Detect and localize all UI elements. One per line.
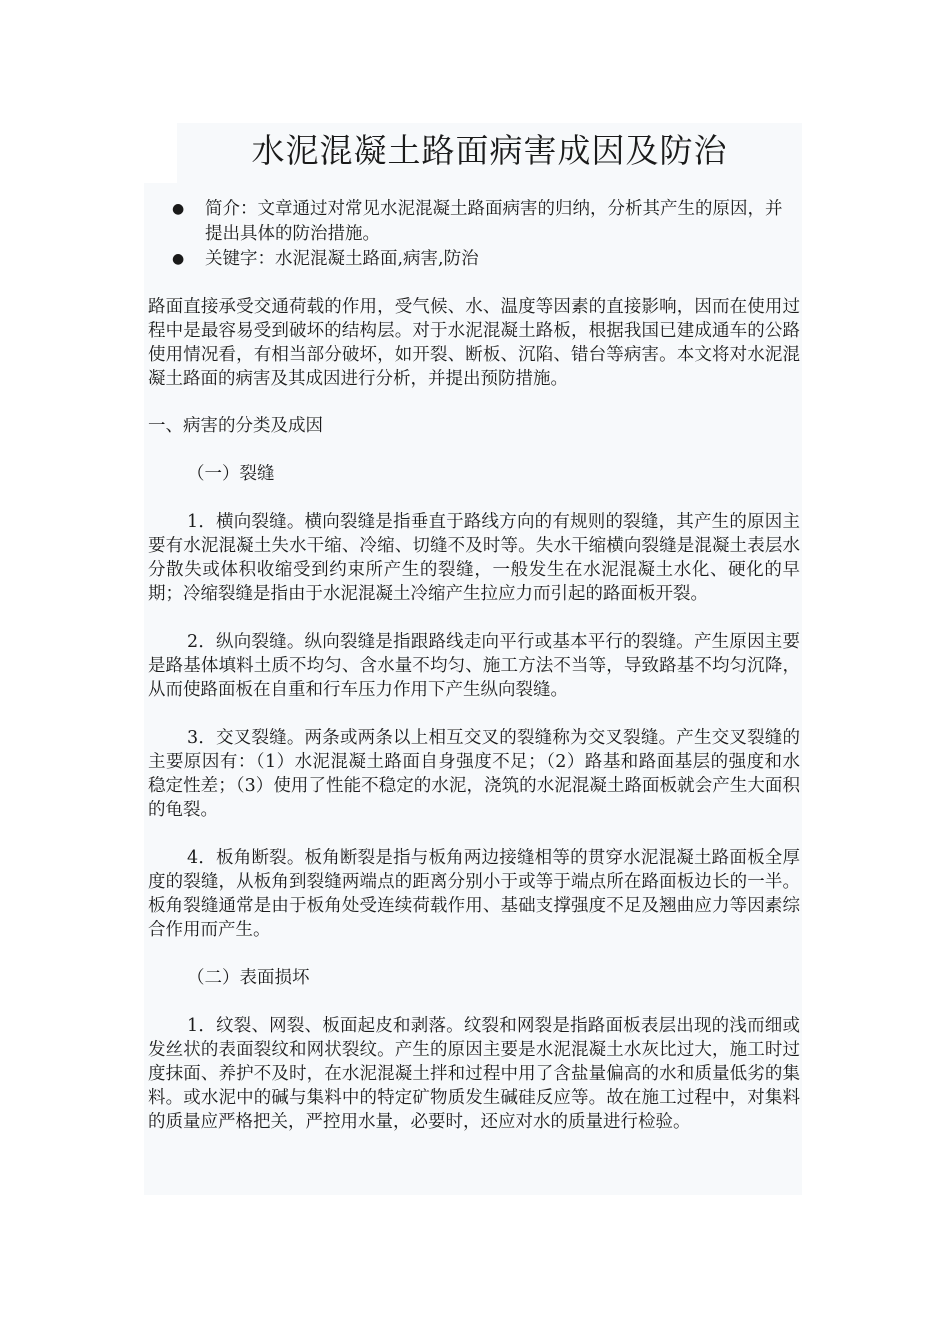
bullet-icon: ● <box>172 201 185 217</box>
subsection-heading-surface: （二）表面损坏 <box>187 968 310 988</box>
summary-list <box>172 197 784 272</box>
document-title: 水泥混凝土路面病害成因及防治 <box>251 131 728 170</box>
bullet-icon: ● <box>172 251 185 267</box>
subsection-heading-cracks: （一）裂缝 <box>187 464 275 484</box>
paragraph-cross-cracks: 3．交叉裂缝。两条或两条以上相互交叉的裂缝称为交叉裂缝。产生交叉裂缝的主要原因有：（1）水泥混凝土路面自身强度不足；（2）路基和路面基层的强度和水稳定性差；（3）使用了性能不稳定的水泥，浇筑的水泥混凝土路面板就会产生大面积的龟裂。 <box>148 728 800 820</box>
paragraph-surface-damage: 1．纹裂、网裂、板面起皮和剥落。纹裂和网裂是指路面板表层出现的浅而细或发丝状的表面裂纹和网状裂纹。产生的原因主要是水泥混凝土水灰比过大，施工时过度抹面、养护不及时，在水泥混凝土拌和过程中用了含盐量偏高的水和质量低劣的集料。或水泥中的碱与集料中的特定矿物质发生碱硅反应等。故在施工过程中，对集料的质量应严格把关，严控用水量，必要时，还应对水的质量进行检验。 <box>148 1016 800 1132</box>
abstract-text: 简介：文章通过对常见水泥混凝土路面病害的归纳，分析其产生的原因，并提出具体的防治措施。 <box>205 199 783 244</box>
list-item <box>172 197 784 247</box>
keywords-text: 关键字：水泥混凝土路面,病害,防治 <box>205 249 479 269</box>
paragraph-transverse-cracks: 1．横向裂缝。横向裂缝是指垂直于路线方向的有规则的裂缝，其产生的原因主要有水泥混凝土失水干缩、冷缩、切缝不及时等。失水干缩横向裂缝是混凝土表层水分散失或体积收缩受到约束所产生的裂缝，一般发生在水泥混凝土水化、硬化的早期；冷缩裂缝是指由于水泥混凝土冷缩产生拉应力而引起的路面板开裂。 <box>148 512 800 604</box>
paragraph-longitudinal-cracks: 2．纵向裂缝。纵向裂缝是指跟路线走向平行或基本平行的裂缝。产生原因主要是路基体填料土质不均匀、含水量不均匀、施工方法不当等，导致路基不均匀沉降，从而使路面板在自重和行车压力作用下产生纵向裂缝。 <box>148 632 800 700</box>
paragraph-corner-breaks: 4．板角断裂。板角断裂是指与板角两边接缝相等的贯穿水泥混凝土路面板全厚度的裂缝，从板角到裂缝两端点的距离分别小于或等于端点所在路面板边长的一半。板角裂缝通常是由于板角处受连续荷载作用、基础支撑强度不足及翘曲应力等因素综合作用而产生。 <box>148 848 800 940</box>
list-item <box>172 247 784 272</box>
section-heading: 一、病害的分类及成因 <box>148 416 323 436</box>
document-body <box>148 295 800 1134</box>
intro-paragraph: 路面直接承受交通荷载的作用，受气候、水、温度等因素的直接影响，因而在使用过程中是最容易受到破坏的结构层。对于水泥混凝土路板，根据我国已建成通车的公路使用情况看，有相当部分破坏，如开裂、断板、沉陷、错台等病害。本文将对水泥混凝土路面的病害及其成因进行分析，并提出预防措施。 <box>148 297 800 389</box>
